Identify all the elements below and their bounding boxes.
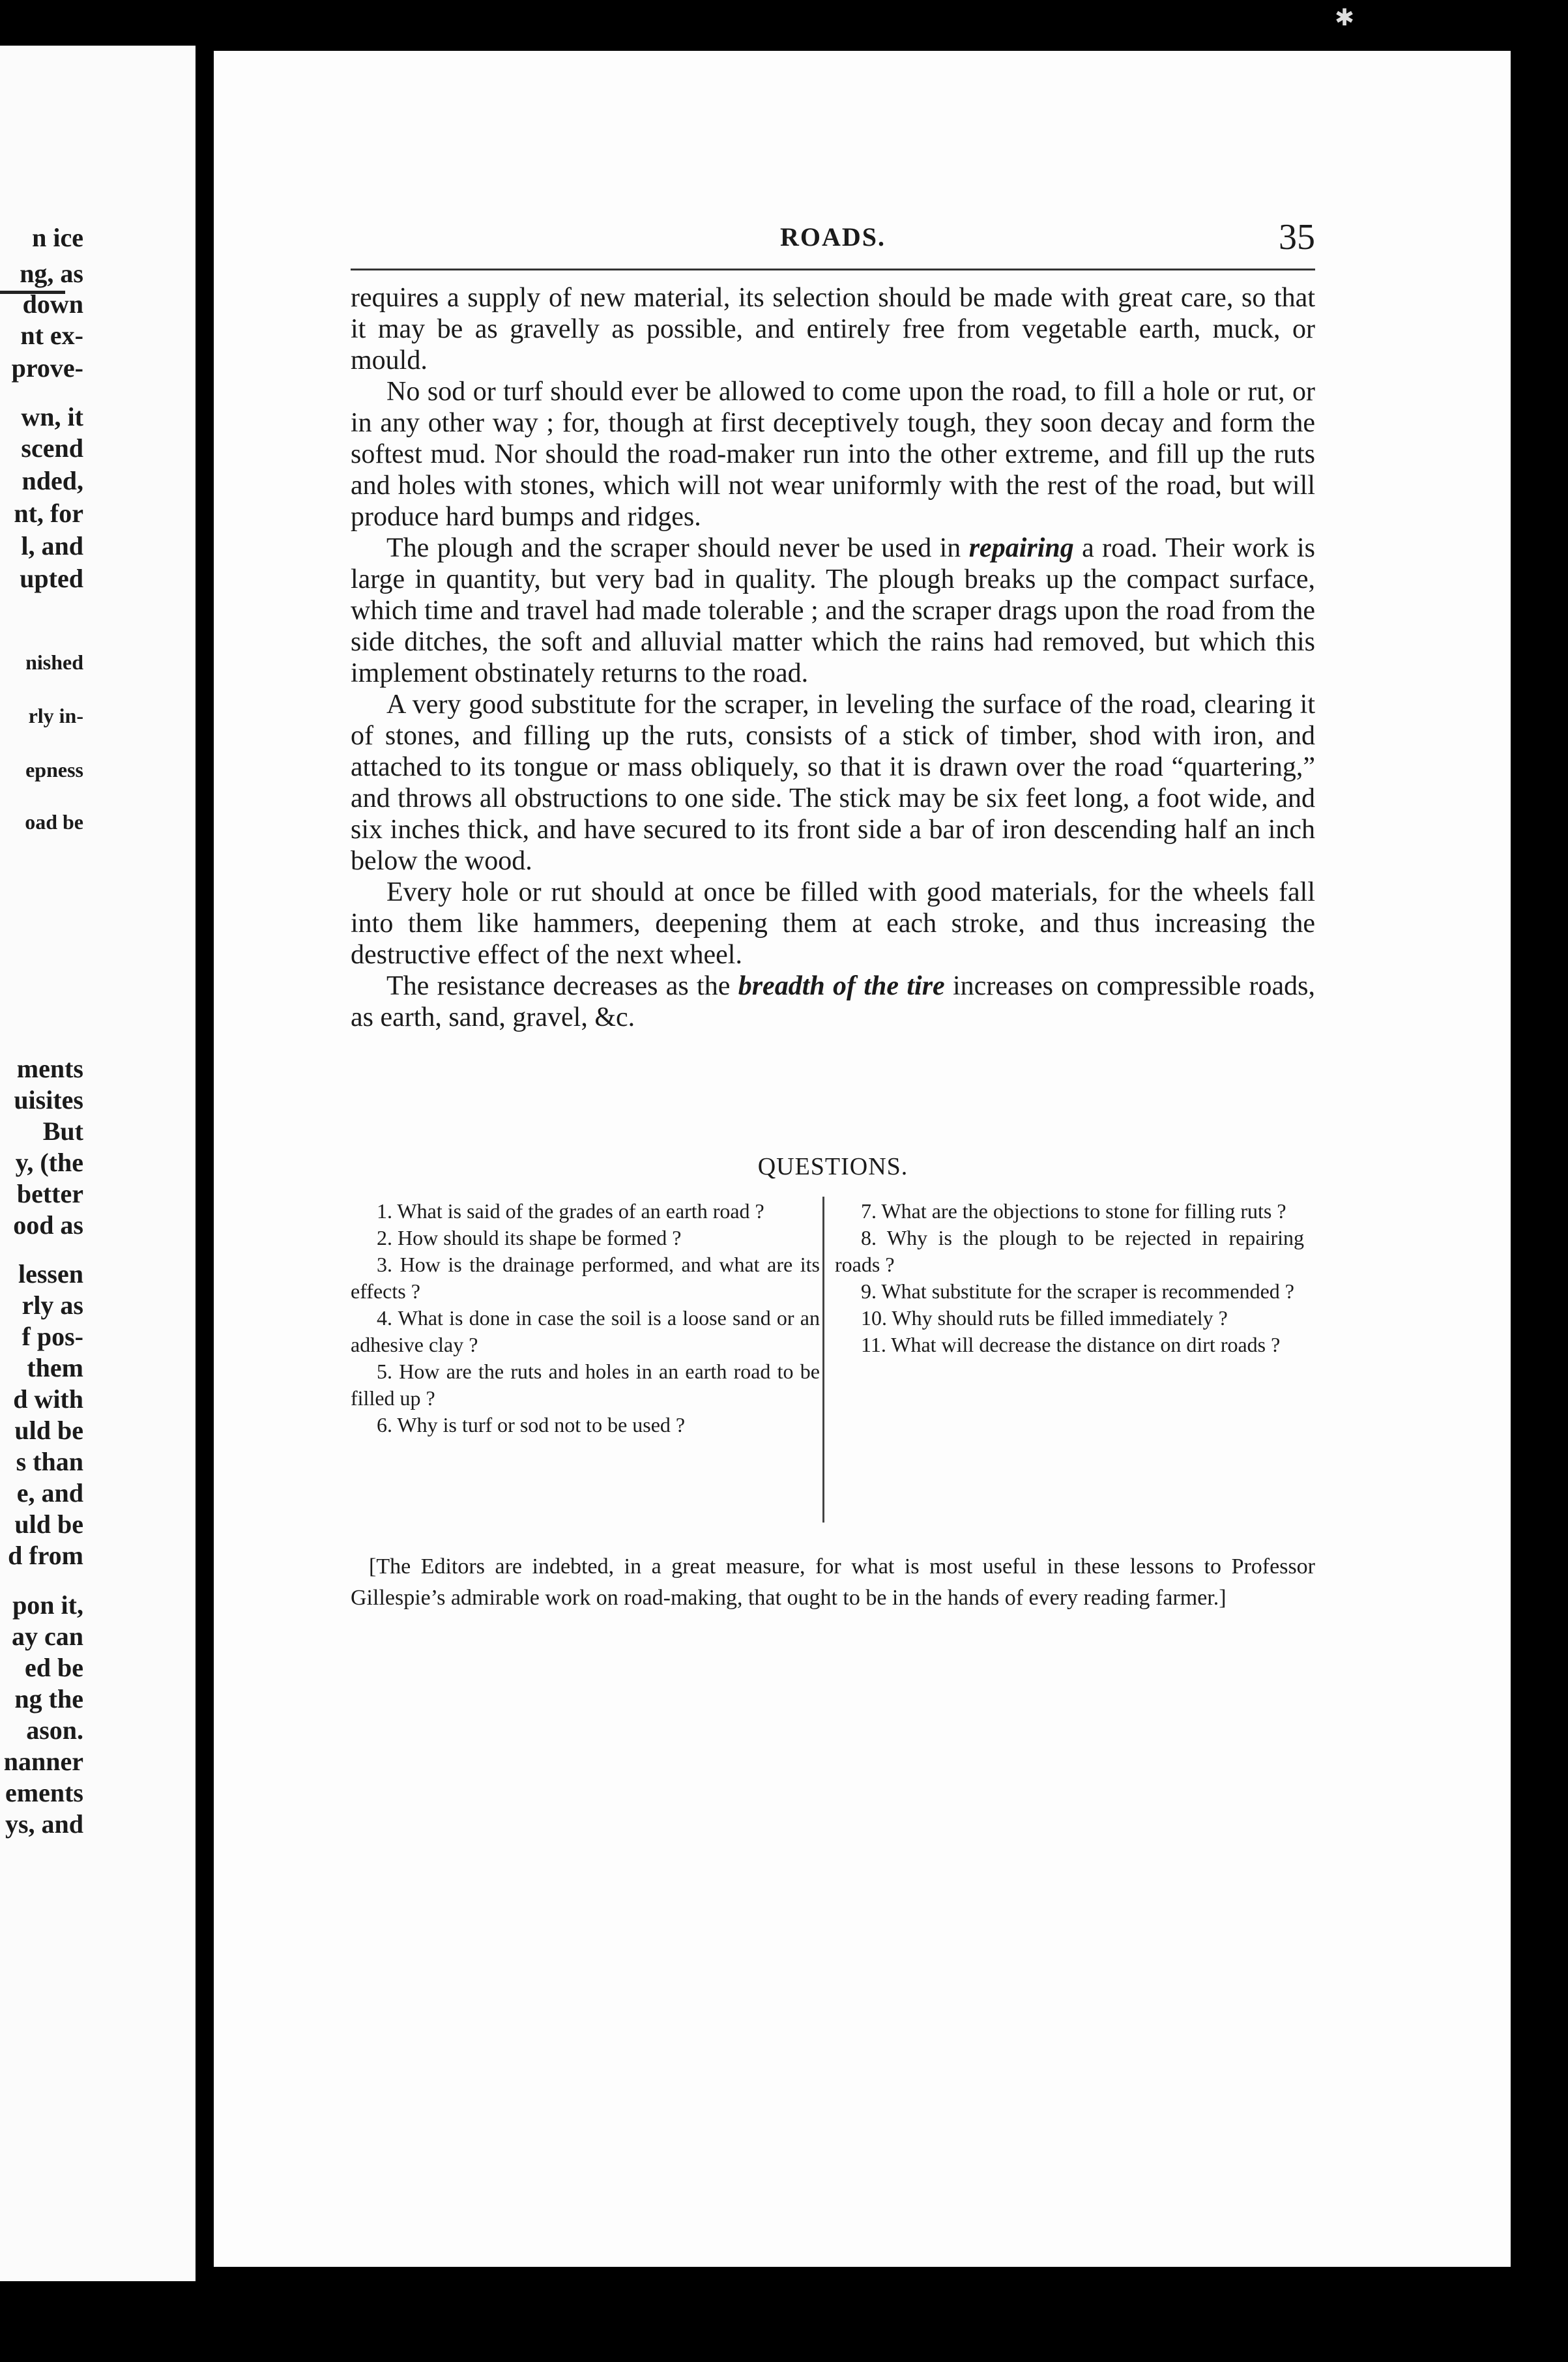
previous-page-fragment: ood as (13, 1210, 83, 1240)
previous-page-fragment: uisites (14, 1085, 83, 1115)
paragraph-text: The plough and the scraper should never be used in (386, 533, 969, 563)
editors-note-text: [The Editors are indebted, in a great measure, for what is most useful in these lessons to Professor Gillespie’s admirable work on road-making, that ought to be in the hands of every reading farmer.] (351, 1554, 1315, 1610)
previous-page-fragment: oad be (25, 810, 83, 834)
paragraph: requires a supply of new material, its selection should be made with great care, so that it may be as gravelly as possible, and entirely free from vegetable earth, muck, or mould. (351, 283, 1315, 375)
question: 2. How should its shape be formed ? (377, 1226, 682, 1249)
paragraph: Every hole or rut should at once be filled with good materials, for the wheels fall into them like hammers, deepening them at each stroke, and thus increasing the destructive effect of the next wheel. (351, 877, 1315, 970)
previous-page-fragment: d with (13, 1384, 83, 1414)
previous-page-fragment: ng, as (20, 259, 83, 288)
previous-page-fragment: But (42, 1116, 83, 1146)
question: 9. What substitute for the scraper is recommended ? (861, 1279, 1294, 1303)
paragraph-text: increases on compressible roads, as earth, sand, gravel, &c. (351, 971, 1315, 1032)
page-header (351, 217, 1315, 261)
paragraph-text: The resistance decreases as the (386, 971, 738, 1001)
page-number: 35 (1279, 217, 1315, 257)
paragraph (351, 970, 1315, 1033)
paragraph (351, 532, 1315, 689)
previous-page-fragment: ments (16, 1054, 83, 1083)
previous-page-fragment: nished (25, 650, 83, 674)
questions-right-column (835, 1198, 1304, 1358)
previous-page-fragment: nanner (3, 1747, 83, 1776)
question: 3. How is the drainage performed, and what are its effects ? (351, 1253, 820, 1303)
previous-page-fragment: nt, for (14, 499, 83, 528)
previous-page-fragment: rly as (22, 1290, 83, 1320)
page (214, 51, 1511, 2267)
question: 6. Why is turf or sod not to be used ? (377, 1413, 686, 1436)
question: 8. Why is the plough to be rejected in repairing roads ? (835, 1226, 1304, 1276)
previous-page-fragment: s than (16, 1447, 83, 1476)
paragraph: No sod or turf should ever be allowed to come upon the road, to fill a hole or rut, or in any other way ; for, though at first deceptively tough, they soon decay and form the softest mud. Nor should the road-maker run into the other extreme, and fill up the ruts and holes with stones, which will not wear uniformly with the rest of the road, but will produce hard bumps and ridges. (351, 377, 1315, 532)
previous-page-fragment: uld be (14, 1509, 83, 1539)
emphasis: breadth of the tire (738, 971, 945, 1001)
header-rule (351, 269, 1315, 270)
editors-note (351, 1551, 1315, 1614)
previous-page-fragment: pon it, (12, 1590, 83, 1620)
previous-page-fragment: wn, it (21, 402, 83, 431)
paragraph-text: a road. Their work is large in quantity, but very bad in quality. The plough breaks up the compact surface, which time and travel had made tolerable ; and the scraper drags upon the road from the side ditches, the soft and alluvial matter which the rains had removed, but which this implement obstinately returns to the road. (351, 533, 1316, 688)
body-text (351, 282, 1315, 1033)
previous-page-fragment: prove- (11, 353, 83, 383)
previous-page-fragment: y, (the (15, 1148, 83, 1177)
previous-page-fragment: f pos- (22, 1322, 83, 1351)
previous-page-fragment: uld be (14, 1416, 83, 1445)
previous-page-fragment: lessen (18, 1259, 83, 1289)
previous-page-fragment: epness (25, 758, 83, 781)
previous-page-fragment: l, and (21, 531, 83, 561)
previous-page-fragment: ed be (25, 1653, 83, 1682)
previous-page-fragment: ng the (14, 1684, 83, 1713)
running-head: ROADS. (779, 222, 886, 252)
previous-page-fragment: d from (8, 1541, 83, 1570)
question: 7. What are the objections to stone for filling ruts ? (861, 1199, 1286, 1223)
previous-page-fragment: e, and (16, 1478, 83, 1508)
emphasis: repairing (968, 533, 1074, 563)
previous-page-fragment: scend (21, 433, 83, 463)
previous-page-fragment: ys, and (5, 1809, 83, 1839)
question: 11. What will decrease the distance on dirt roads ? (861, 1333, 1281, 1356)
question: 5. How are the ruts and holes in an earth road to be filled up ? (351, 1360, 820, 1410)
previous-page-fragment: them (27, 1353, 83, 1382)
paragraph: A very good substitute for the scraper, in leveling the surface of the road, clearing it of stones, and filling up the ruts, consists of a stick of timber, shod with iron, and attached to its tongue or mass obliquely, so that it is drawn over the road “quartering,” and throws all obstructions to one side. The stick may be six feet long, a foot wide, and six inches thick, and have secured to its front side a bar of iron descending half an inch below the wood. (351, 690, 1315, 876)
question: 10. Why should ruts be filled immediately ? (861, 1306, 1228, 1330)
corner-mark: ✱ (1335, 5, 1355, 31)
previous-page-fragment: n ice (32, 223, 83, 252)
previous-page-fragment: rly in- (28, 704, 83, 727)
previous-page-strip (0, 46, 196, 2281)
previous-page-fragment: upted (20, 564, 83, 593)
column-divider (822, 1197, 824, 1523)
questions-title: QUESTIONS. (757, 1153, 908, 1180)
previous-page-fragment: nded, (22, 466, 83, 495)
question: 4. What is done in case the soil is a loose sand or an adhesive clay ? (351, 1306, 820, 1356)
questions-left-column (351, 1198, 820, 1438)
previous-page-fragment: down (22, 289, 83, 319)
previous-page-fragment: better (16, 1179, 83, 1208)
previous-page-fragment: ay can (12, 1622, 83, 1651)
previous-page-fragment: ements (5, 1778, 83, 1807)
question: 1. What is said of the grades of an earth road ? (377, 1199, 764, 1223)
previous-page-fragment: ason. (26, 1715, 83, 1745)
previous-page-fragment: nt ex- (20, 321, 83, 350)
